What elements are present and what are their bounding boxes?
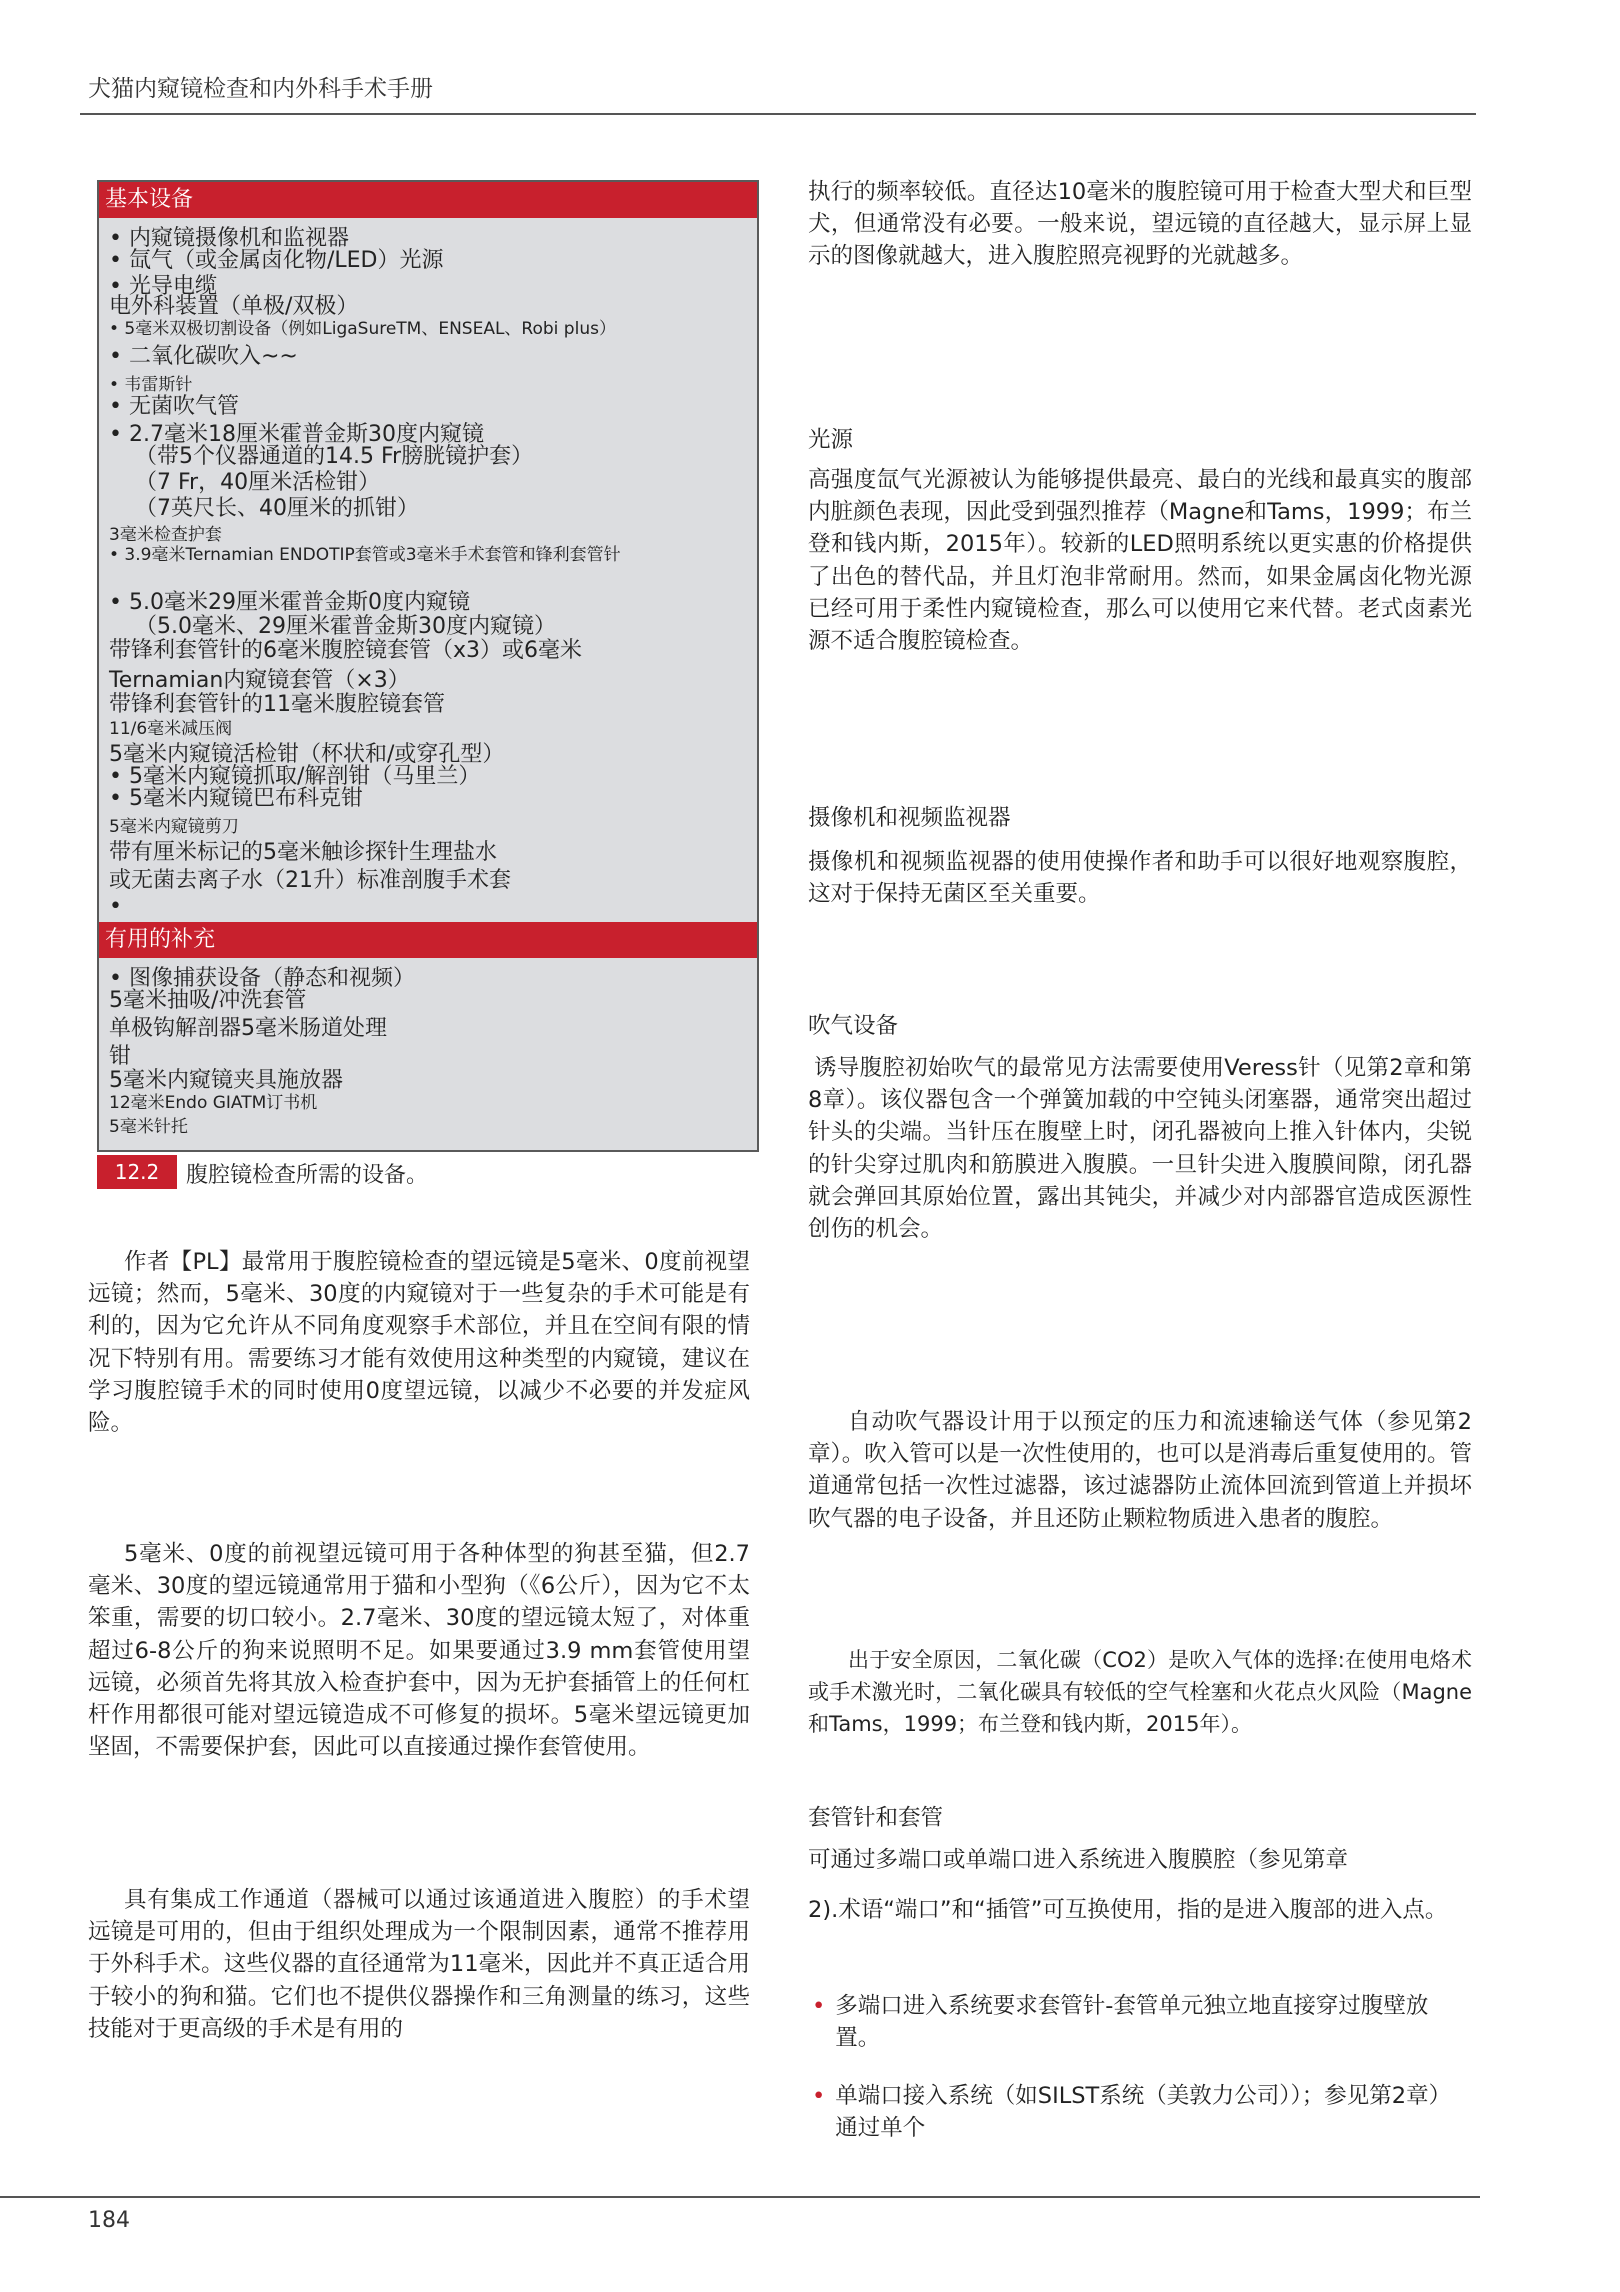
equipment-line: （7 Fr，40厘米活检钳）: [135, 470, 381, 495]
body-paragraph: 具有集成工作通道（器械可以通过该通道进入腹腔）的手术望远镜是可用的，但由于组织处理成为一个限制因素，通常不推荐用于外科手术。这些仪器的直径通常为11毫米，因此并不真正适合用于较小的狗和猫。它们也不提供仪器操作和三角测量的练习，这些技能对于更高级的手术是有用的: [88, 1887, 750, 2042]
equipment-line: • 无菌吹气管: [109, 394, 239, 419]
equipment-line: 电外科装置（单极/双极）: [109, 294, 359, 319]
equipment-line: • 内窥镜摄像机和监视器: [109, 226, 349, 251]
bullet-text: 多端口进入系统要求套管针-套管单元独立地直接穿过腹壁放置。: [835, 1993, 1429, 2051]
equipment-line: • 二氧化碳吹入~~: [109, 344, 298, 369]
equipment-line: 3毫米检查护套: [109, 525, 222, 545]
body-paragraph: 高强度氙气光源被认为能够提供最亮、最白的光线和最真实的腹部内脏颜色表现，因此受到强烈推荐（Magne和Tams，1999；布兰登和钱内斯，2015年）。较新的LED照明系统以更实惠的价格提供了出色的替代品，并且灯泡非常耐用。然而，如果金属卤化物光源已经可用于柔性内窥镜检查，那么可以使用它来代替。老式卤素光源不适合腹腔镜检查。: [808, 467, 1472, 655]
bullet-item: [812, 1990, 1462, 2054]
footer-rule: [0, 2196, 1480, 2198]
body-paragraph: 自动吹气器设计用于以预定的压力和流速输送气体（参见第2章）。吹入管可以是一次性使用的，也可以是消毒后重复使用的。管道通常包括一次性过滤器，该过滤器防止流体回流到管道上并损坏吹气器的电子设备，并且还防止颗粒物质进入患者的腹腔。: [808, 1409, 1472, 1532]
bullet-item: [812, 2080, 1462, 2144]
equipment-line: • 5.0毫米29厘米霍普金斯0度内窥镜: [109, 590, 470, 615]
bullet-dot-icon: •: [812, 2083, 826, 2109]
body-paragraph: 可通过多端口或单端口进入系统进入腹膜腔（参见第章: [808, 1847, 1349, 1873]
body-paragraph: 执行的频率较低。直径达10毫米的腹腔镜可用于检查大型犬和巨型犬，但通常没有必要。一般来说，望远镜的直径越大，显示屏上显示的图像就越大，进入腹腔照亮视野的光就越多。: [808, 179, 1472, 270]
supplement-line: 5毫米针托: [109, 1117, 188, 1137]
equipment-line: 带锋利套管针的11毫米腹腔镜套管: [109, 692, 445, 717]
supplement-line: 12毫米Endo GIATM订书机: [109, 1093, 318, 1113]
section-heading-insufflation: 吹气设备: [808, 1013, 899, 1039]
figure-caption: 腹腔镜检查所需的设备。: [186, 1163, 429, 1188]
supplement-line: 钳: [109, 1044, 132, 1069]
body-paragraph: 2).术语“端口”和“插管”可互换使用，指的是进入腹部的进入点。: [808, 1897, 1448, 1923]
equipment-line: （7英尺长、40厘米的抓钳）: [135, 496, 419, 521]
equipment-line: 或无菌去离子水（21升）标准剖腹手术套: [109, 868, 511, 893]
equipment-line: 5毫米内窥镜剪刀: [109, 817, 239, 837]
bullet-dot-icon: •: [812, 1993, 826, 2019]
equipment-line: 11/6毫米减压阀: [109, 719, 233, 739]
body-paragraph: 出于安全原因，二氧化碳（CO2）是吹入气体的选择:在使用电烙术或手术激光时，二氧化碳具有较低的空气栓塞和火花点火风险（Magne和Tams，1999；布兰登和钱内斯，2015年）。: [808, 1648, 1472, 1736]
equipment-line: •: [109, 894, 122, 919]
equipment-line: • 氙气（或金属卤化物/LED）光源: [109, 248, 444, 273]
equipment-line: • 韦雷斯针: [109, 375, 193, 395]
equipment-line: 带有厘米标记的5毫米触诊探针生理盐水: [109, 840, 497, 865]
section-heading-trocar: 套管针和套管: [808, 1805, 944, 1831]
basic-equipment-header: 基本设备: [99, 182, 757, 218]
equipment-line: • 5毫米内窥镜抓取/解剖钳（马里兰）: [109, 764, 481, 789]
equipment-line: （5.0毫米、29厘米霍普金斯30度内窥镜）: [135, 614, 556, 639]
section-heading-light-source: 光源: [808, 427, 854, 453]
supplement-line: 5毫米内窥镜夹具施放器: [109, 1068, 343, 1093]
bullet-text: 单端口接入系统（如SILST系统（美敦力公司））；参见第2章）通过单个: [835, 2083, 1452, 2141]
equipment-line: 带锋利套管针的6毫米腹腔镜套管（x3）或6毫米: [109, 638, 583, 663]
equipment-line: • 2.7毫米18厘米霍普金斯30度内窥镜: [109, 422, 484, 447]
supplement-line: • 图像捕获设备（静态和视频）: [109, 966, 415, 991]
section-heading-camera: 摄像机和视频监视器: [808, 805, 1011, 831]
supplement-line: 单极钩解剖器5毫米肠道处理: [109, 1016, 387, 1041]
equipment-line: • 5毫米双极切割设备（例如LigaSureTM、ENSEAL、Robi plus）: [109, 319, 616, 339]
body-paragraph: 摄像机和视频监视器的使用使操作者和助手可以很好地观察腹腔，这对于保持无菌区至关重要。: [808, 849, 1472, 908]
running-header-title: 犬猫内窥镜检查和内外科手术手册: [88, 76, 433, 102]
equipment-table-box: [97, 180, 759, 1152]
equipment-line: 5毫米内窥镜活检钳（杯状和/或穿孔型）: [109, 742, 505, 767]
body-paragraph: 作者【PL】最常用于腹腔镜检查的望远镜是5毫米、0度前视望远镜；然而，5毫米、30度的内窥镜对于一些复杂的手术可能是有利的，因为它允许从不同角度观察手术部位，并且在空间有限的情况下特别有用。需要练习才能有效使用这种类型的内窥镜，建议在学习腹腔镜手术的同时使用0度望远镜，以减少不必要的并发症风险。: [88, 1249, 750, 1437]
header-rule: [80, 113, 1476, 115]
equipment-line: • 5毫米内窥镜巴布科克钳: [109, 786, 363, 811]
useful-supplement-header: 有用的补充: [99, 922, 757, 958]
page-number: 184: [88, 2208, 130, 2233]
body-paragraph: 5毫米、0度的前视望远镜可用于各种体型的狗甚至猫，但2.7毫米、30度的望远镜通常用于猫和小型狗（《6公斤），因为它不太笨重，需要的切口较小。2.7毫米、30度的望远镜太短了，对体重超过6-8公斤的狗来说照明不足。如果要通过3.9 mm套管使用望远镜，必须首先将其放入检查护套中，因为无护套插管上的任何杠杆作用都很可能对望远镜造成不可修复的损坏。5毫米望远镜更加坚固，不需要保护套，因此可以直接通过操作套管使用。: [88, 1541, 750, 1761]
supplement-line: 5毫米抽吸/冲洗套管: [109, 988, 307, 1013]
equipment-line: • 3.9毫米Ternamian ENDOTIP套管或3毫米手术套管和锋利套管针: [109, 545, 621, 565]
equipment-line: Ternamian内窥镜套管（×3）: [109, 668, 410, 693]
equipment-line: （带5个仪器通道的14.5 Fr膀胱镜护套）: [135, 444, 534, 469]
body-paragraph: 诱导腹腔初始吹气的最常见方法需要使用Veress针（见第2章和第8章）。该仪器包含一个弹簧加载的中空钝头闭塞器，通常突出超过针头的尖端。当针压在腹壁上时，闭孔器被向上推入针体内，尖锐的针尖穿过肌肉和筋膜进入腹膜。一旦针尖进入腹膜间隙，闭孔器就会弹回其原始位置，露出其钝尖，并减少对内部器官造成医源性创伤的机会。: [808, 1055, 1472, 1243]
equipment-line: • 光导电缆: [109, 274, 217, 299]
figure-number-badge: 12.2: [97, 1155, 177, 1189]
